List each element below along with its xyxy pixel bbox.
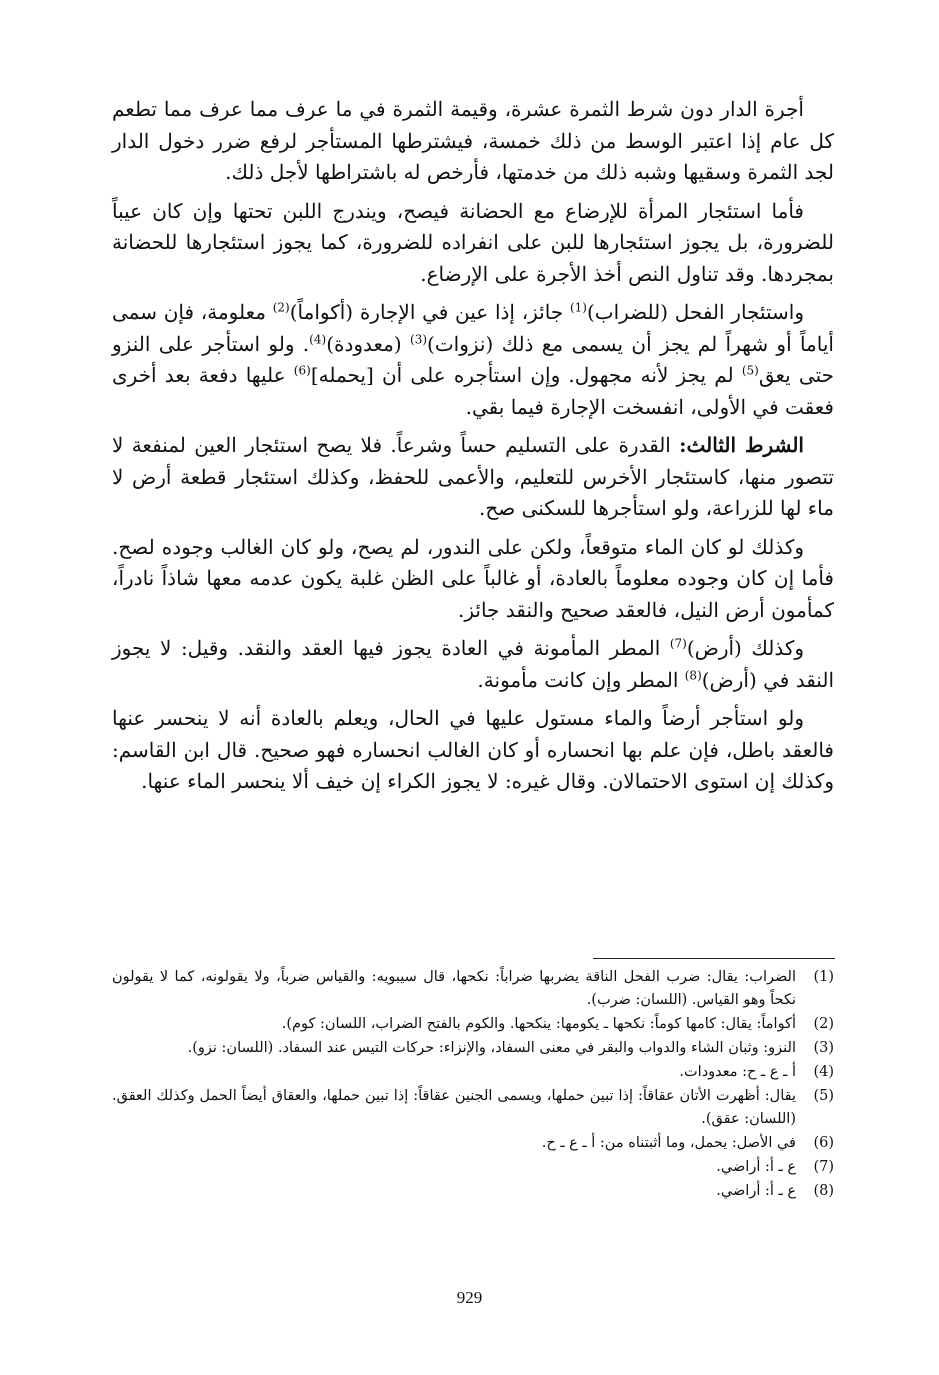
section-heading: الشرط الثالث: [679,433,804,457]
text-run: (معدودة) [326,331,411,356]
paragraph [112,297,834,423]
footnote-separator [593,958,835,959]
footnote-text: يقال: أظهرت الأتان عقاقاً: إذا تبين حملها، ويسمى الجنين عقاقاً: إذا تبين حملها، والعقاق أيضاً الحمل وكذلك العقق. (اللسان: عقق). [112,1088,796,1127]
footnote-reference: (4) [309,331,327,346]
text-run: المطر وإن كانت مأمونة. [477,667,685,692]
footnote-number: (3) [813,1040,834,1056]
paragraph [112,196,834,291]
text-run: معلومة، فإن سمى أياماً أو شهراً لم يجز أن يسمى مع ذلك (نزوات) [112,300,834,356]
footnote-text: في الأصل: يحمل، وما أثبتناه من: أ ـ ع ـ ح. [541,1135,796,1151]
footnote-number: (2) [813,1016,834,1032]
text-run: القدرة على التسليم حساً وشرعاً. فلا يصح استئجار العين لمنفعة لا تتصور منها، كاستئجار الأخرس للتعليم، والأعمى للحفظ، وكذلك استئجار قطعة أرض لا ماء لها للزراعة، ولو استأجرها للسكنى صح. [112,433,834,520]
footnote-text: الضراب: يقال: ضرب الفحل الناقة يضربها ضراباً: نكحها، قال سيبويه: والقياس ضرباً، ولا يقولونه، كما لا يقولون نكحاً وهو القياس. (اللسان: ضرب). [112,969,796,1008]
text-run: وكذلك لو كان الماء متوقعاً، ولكن على الندور، لم يصح، ولو كان الغالب وجوده لصح. فأما إن كان وجوده معلوماً بالعادة، أو غالباً على الظن غلبة يكون عدمه معها شاذاً نادراً، كمأمون أرض النيل، فالعقد صحيح والنقد جائز. [112,534,834,622]
footnote-reference: (8) [684,667,702,682]
footnote-text: أكواماً: يقال: كامها كوماً: نكحها ـ يكومها: ينكحها. والكوم بالفتح الضراب، اللسان: كوم). [281,1016,796,1032]
footnote-reference: (5) [741,363,759,378]
footnote-number: (4) [813,1064,834,1080]
paragraph [112,94,834,189]
footnote-text: ع ـ أ: أراضي. [716,1183,796,1199]
text-run: لم يجز لأنه مجهول. وإن استأجره على أن [يحمله] [310,363,742,387]
text-run: وكذلك (أرض) [686,636,805,660]
footnote-number: (1) [813,969,834,985]
footnote-text: أ ـ ع ـ ح: معدودات. [679,1064,796,1080]
footnote-number: (6) [813,1135,834,1151]
page-number: 929 [456,1288,483,1307]
paragraph [112,703,834,798]
footnote [112,1013,834,1036]
footnote-text: النزو: وثبان الشاء والدواب والبقر في معنى السفاد، والإنزاء: حركات التيس عند السفاد. (اللسان: نزو). [187,1040,796,1056]
text-run: عليها دفعة بعد أخرى فعقت في الأولى، انفسخت الإجارة فيما بقي. [112,363,834,419]
paragraph [112,633,834,696]
footnote-reference: (1) [569,300,587,315]
footnote-number: (5) [813,1088,834,1104]
text-run: ولو استأجر أرضاً والماء مستول عليها في الحال، ويعلم بالعادة أنه لا ينحسر عنها فالعقد باطل، فإن علم بها انحساره أو كان الغالب انحساره فهو صحيح. قال ابن القاسم: وكذلك إن استوى الاحتمالان. وقال غيره: لا يجوز الكراء إن خيف ألا ينحسر الماء عنها. [112,706,834,793]
text-run: . ولو استأجر على النزو حتى يعق [112,331,834,387]
footnote-reference: (2) [272,300,290,315]
footnote-reference: (7) [669,636,687,651]
text-run: واستئجار الفحل (للضراب) [586,300,805,324]
text-run: فأما استئجار المرأة للإرضاع مع الحضانة فيصح، ويندرج اللبن تحتها وإن كان عيباً للضرورة، بل يجوز استئجارها للبن على انفراده للضرورة، كما يجوز استئجارها للحضانة بمجردها. وقد تناول النص أخذ الأجرة على الإرضاع. [112,198,834,286]
footnote [112,966,834,1012]
footnote [112,1180,834,1203]
footnote-number: (8) [813,1183,834,1199]
text-run: أجرة الدار دون شرط الثمرة عشرة، وقيمة الثمرة في ما عرف مما عرف مما تطعم كل عام إذا اعتبر الوسط من ذلك خمسة، فيشترطها المستأجر لرفع ضرر دخول الدار لجد الثمرة وسقيها وشبه ذلك من خدمتها، فأرخص له باشتراطها لأجل ذلك. [112,97,834,184]
paragraph [112,532,834,627]
main-text [112,94,834,805]
paragraph [112,430,834,525]
footnote [112,1085,834,1131]
text-run: المطر المأمونة في العادة يجوز فيها العقد والنقد. وقيل: لا يجوز النقد في (أرض) [112,636,834,692]
footnote [112,1037,834,1060]
footnote-reference: (6) [293,363,311,378]
footnote [112,1061,834,1084]
footnote-reference: (3) [410,331,428,346]
footnote-text: ع ـ أ: أراضي. [716,1159,796,1175]
footnote [112,1156,834,1179]
footnote [112,1132,834,1155]
text-run: جائز، إذا عين في الإجارة (أكواماً) [289,300,570,324]
footnote-number: (7) [813,1159,834,1175]
footnotes [112,966,834,1204]
